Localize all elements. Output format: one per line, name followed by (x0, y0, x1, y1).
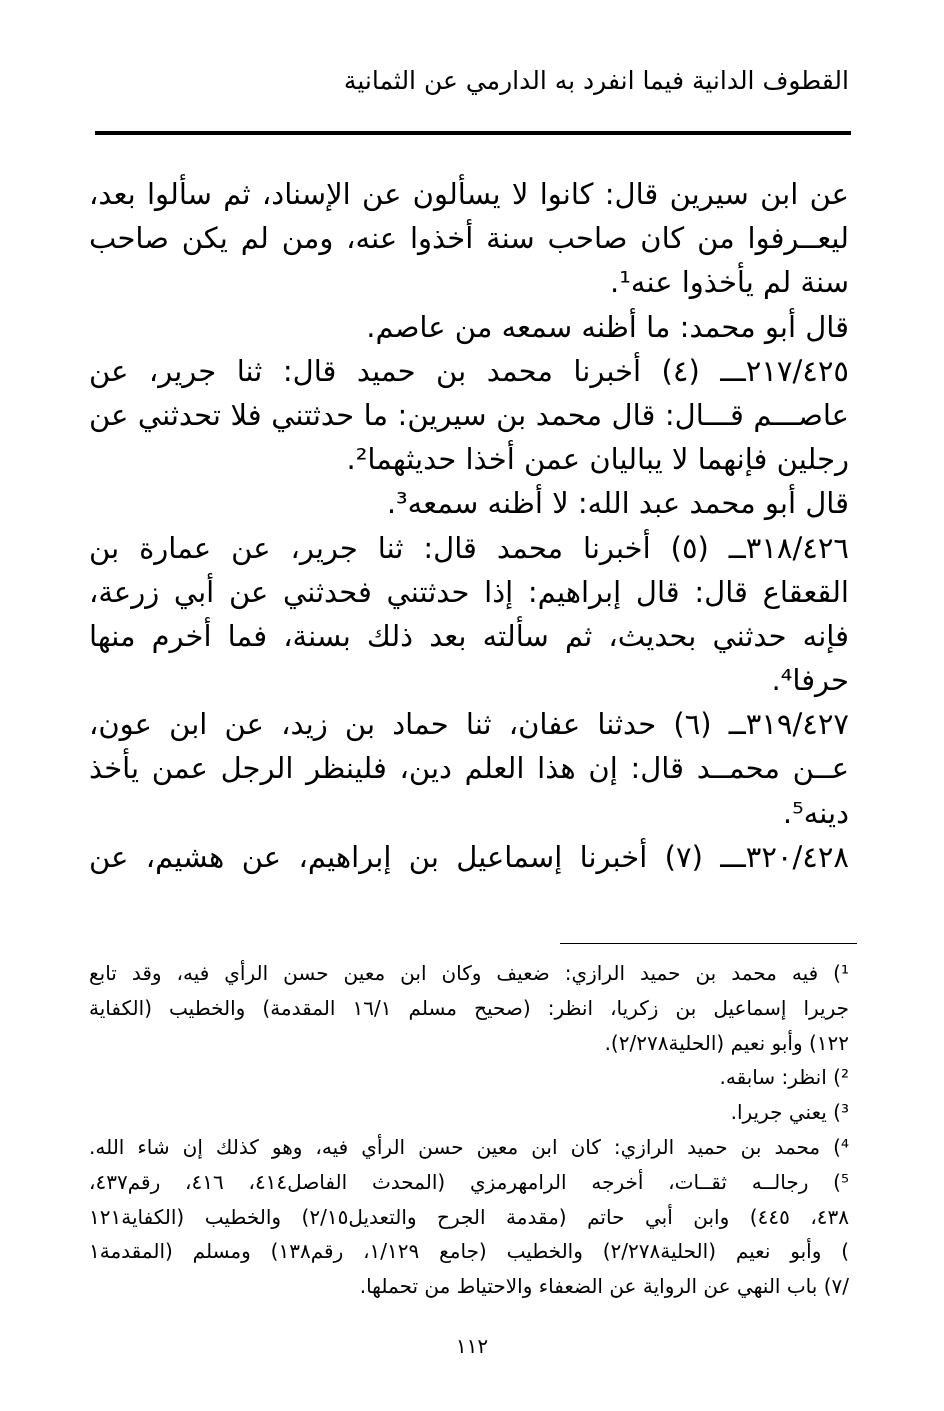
running-header-title: القطوف الدانية فيما انفرد به الدارمي عن الثمانية (343, 66, 849, 95)
footnote-line: ٤٣٨، ٤٤٥) وابن أبي حاتم (مقدمة الجرح والتعديل٢/١٥) والخطيب (الكفاية١٢١ (89, 1204, 850, 1229)
footnotes (89, 956, 849, 1304)
footnote-line: ²) انظر: سابقه. (719, 1065, 849, 1090)
text-line: عن ابن سيرين قال: كانوا لا يسألون عن الإسناد، ثم سألوا بعد، (89, 177, 849, 211)
text-line: قال أبو محمد عبد الله: لا أظنه سمعه³. (386, 486, 849, 521)
footnote-line: ⁴) محمد بن حميد الرازي: كان ابن معين حسن الرأي فيه، وهو كذلك إن شاء الله. (89, 1134, 849, 1159)
header-rule (95, 131, 851, 135)
text-line: دينه⁵. (782, 795, 849, 830)
text-line: فإنه حدثني بحديث، ثم سألته بعد ذلك بسنة، فما أخرم منها (89, 618, 849, 653)
page-number: ١١٢ (455, 1334, 489, 1358)
text-line: القعقاع قال: قال إبراهيم: إذا حدثتني فحدثني عن أبي زرعة، (89, 574, 849, 609)
text-line: قال أبو محمد: ما أظنه سمعه من عاصم. (366, 309, 849, 344)
footnote-line: ⁵) رجالــه ثقــات، أخرجه الرامهرمزي (المحدث الفاصل٤١٤، ٤١٦، رقم٤٣٧، (89, 1169, 849, 1194)
hadith-number-line: ٣٢٠/٤٢٨ـــ (٧) أخبرنا إسماعيل بن إبراهيم، عن هشيم، عن (89, 839, 849, 874)
footnote-line: ³) يعني جريرا. (730, 1100, 849, 1125)
text-line: عاصـــم قـــال: قال محمد بن سيرين: ما حدثتني فلا تحدثني عن (89, 397, 849, 432)
text-line: حرفا⁴. (771, 663, 849, 698)
text-line: عــن محمــد قال: إن هذا العلم دين، فلينظر الرجل عمن يأخذ (89, 751, 849, 786)
footnote-line: ) وأبو نعيم (الحلية٢/٢٧٨) والخطيب (جامع ١/١٢٩، رقم١٣٨) ومسلم (المقدمة١ (89, 1239, 850, 1264)
hadith-number-line: ٢١٧/٤٢٥ـــ (٤) أخبرنا محمد بن حميد قال: ثنا جرير، عن (89, 353, 849, 388)
footnote-separator (560, 943, 857, 944)
hadith-number-line: ٣١٩/٤٢٧ــ (٦) حدثنا عفان، ثنا حماد بن زيد، عن ابن عون، (89, 707, 849, 742)
footnote-line: ١٢٢) وأبو نعيم (الحلية٢/٢٧٨). (604, 1030, 849, 1055)
footnote-line: ¹) فيه محمد بن حميد الرازي: ضعيف وكان ابن معين حسن الرأي فيه، وقد تابع (89, 961, 849, 985)
hadith-number-line: ٣١٨/٤٢٦ــ (٥) أخبرنا محمد قال: ثنا جرير، عن عمارة بن (89, 530, 849, 565)
main-text (89, 172, 849, 879)
text-line: رجلين فإنهما لا يباليان عمن أخذا حديثهما². (346, 442, 849, 477)
text-line: ليعــرفوا من كان صاحب سنة أخذوا عنه، ومن لم يكن صاحب (89, 221, 849, 256)
footnote-line: جريرا إسماعيل بن زكريا، انظر: (صحيح مسلم ١٦/١ المقدمة) والخطيب (الكفاية (89, 995, 850, 1020)
footnote-line: /٧) باب النهي عن الرواية عن الضعفاء والاحتياط من تحملها. (359, 1274, 849, 1299)
text-line: سنة لم يأخذوا عنه¹. (610, 265, 849, 300)
